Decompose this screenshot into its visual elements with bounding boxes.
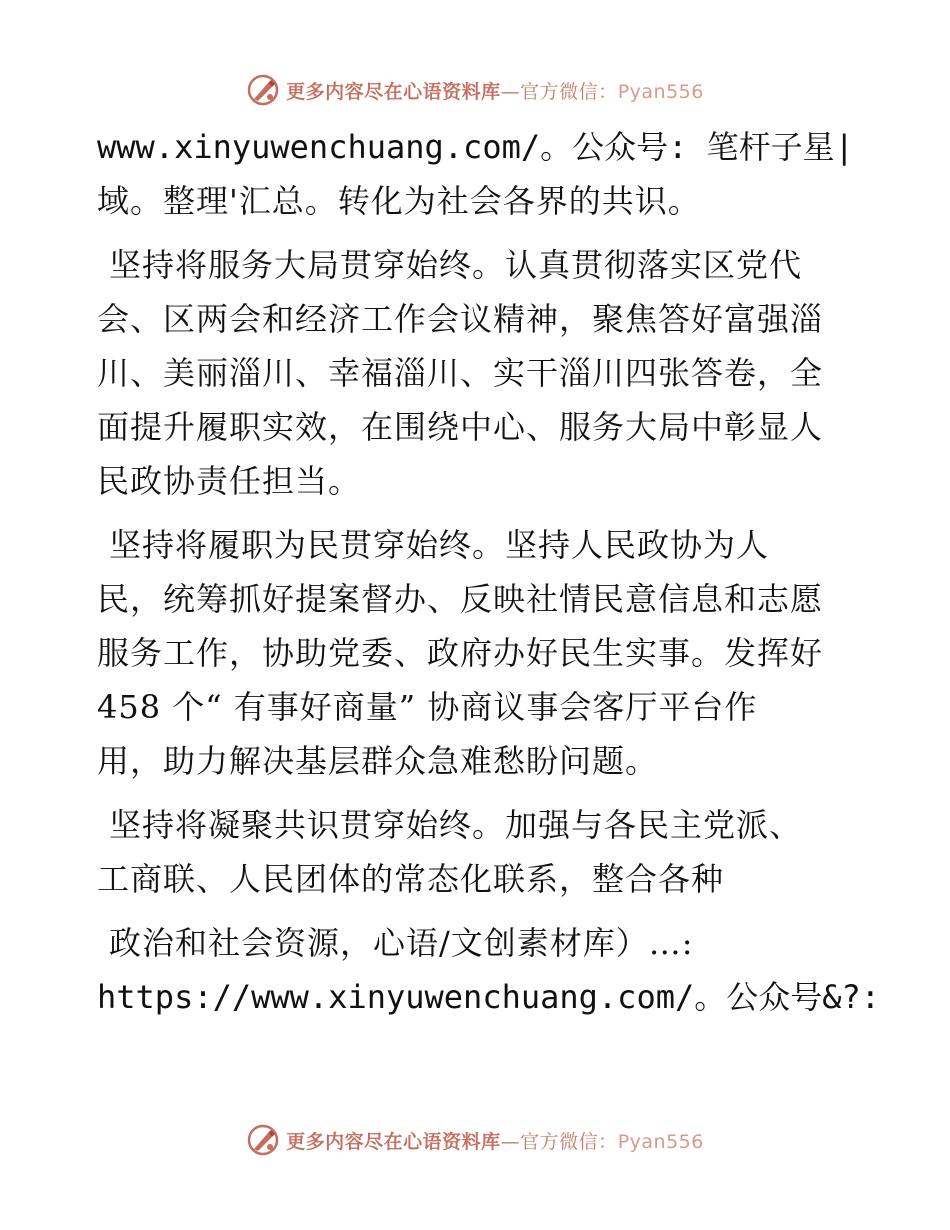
- text-line: 域。整理'汇总。转化为社会各界的共识。: [97, 182, 701, 220]
- watermark-separator: —官方微信：: [500, 80, 618, 103]
- text-line: https://www.xinyuwenchuang.com/。公众号&?:: [97, 978, 881, 1016]
- text-line: 会、区两会和经济工作会议精神，聚焦答好富强淄: [97, 300, 824, 338]
- watermark-wechat-id: Pyan556: [617, 80, 704, 103]
- paragraph-5: [97, 916, 881, 1024]
- text-line: 工商联、人民团体的常态化联系，整合各种: [97, 860, 725, 898]
- pen-logo-icon: [246, 73, 280, 107]
- watermark-text: [286, 77, 704, 104]
- text-line: 坚持将服务大局贯穿始终。认真贯彻落实区党代: [109, 246, 803, 284]
- text-line: 服务工作，协助党委、政府办好民生实事。发挥好: [97, 634, 824, 672]
- text-line: 面提升履职实效，在围绕中心、服务大局中彰显人: [97, 408, 824, 446]
- watermark-title: 更多内容尽在心语资料库: [286, 1130, 501, 1153]
- text-line: 用，助力解决基层群众急难愁盼问题。: [97, 742, 659, 780]
- watermark-text: [286, 1127, 704, 1154]
- paragraph-1: [97, 120, 857, 228]
- watermark-separator: —官方微信：: [500, 1130, 618, 1153]
- text-line: 民，统筹抓好提案督办、反映社情民意信息和志愿: [97, 580, 824, 618]
- paragraph-4: [97, 798, 857, 906]
- paragraph-3: [97, 518, 857, 788]
- text-line: www.xinyuwenchuang.com/。公众号: 笔杆子星|: [97, 128, 854, 166]
- header-watermark: [0, 70, 950, 110]
- document-body: [97, 120, 881, 1024]
- text-line: 坚持将凝聚共识贯穿始终。加强与各民主党派、: [109, 806, 803, 844]
- text-line: 川、美丽淄川、幸福淄川、实干淄川四张答卷，全: [97, 354, 824, 392]
- text-line: 458 个“ 有事好商量” 协商议事会客厅平台作: [97, 688, 758, 726]
- text-line: 政治和社会资源，心语/文创素材库）…:: [109, 924, 694, 962]
- pen-logo-icon: [246, 1123, 280, 1157]
- footer-watermark: [0, 1120, 950, 1160]
- watermark-wechat-id: Pyan556: [617, 1130, 704, 1153]
- text-line: 坚持将履职为民贯穿始终。坚持人民政协为人: [109, 526, 770, 564]
- watermark-title: 更多内容尽在心语资料库: [286, 80, 501, 103]
- paragraph-2: [97, 238, 857, 508]
- text-line: 民政协责任担当。: [97, 462, 362, 500]
